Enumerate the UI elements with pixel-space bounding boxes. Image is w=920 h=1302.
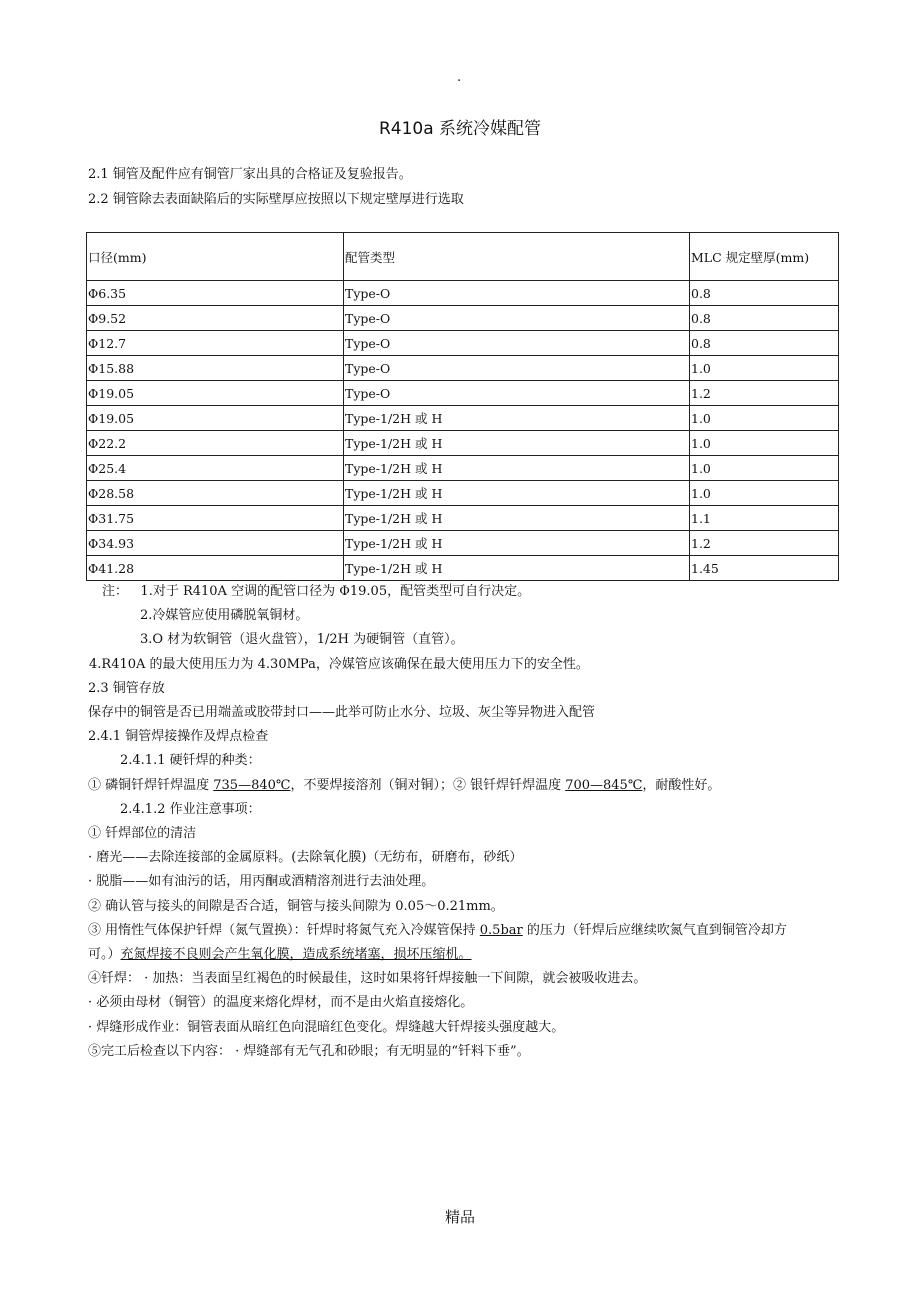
paragraph: · 必须由母材（铜管）的温度来熔化焊材，而不是由火焰直接熔化。 <box>88 995 474 1011</box>
table-cell: 0.8 <box>690 331 839 356</box>
table-cell: Φ19.05 <box>87 381 344 406</box>
table-cell: 1.0 <box>690 431 839 456</box>
note: 3.O 材为软铜管（退火盘管），1/2H 为硬铜管（直管）。 <box>140 632 464 648</box>
table-cell: Φ6.35 <box>87 281 344 306</box>
table-cell: Φ41.28 <box>87 556 344 581</box>
pressure: 0.5bar <box>479 922 523 938</box>
text: 可。） <box>88 947 121 963</box>
table-cell: Φ34.93 <box>87 531 344 556</box>
note: 4.R410A 的最大使用压力为 4.30MPa，冷媒管应该确保在最大使用压力下的安全性。 <box>89 656 589 672</box>
table-cell: Type-1/2H 或 H <box>344 406 690 431</box>
table-header-row <box>87 233 839 281</box>
table-cell: 1.2 <box>690 531 839 556</box>
paragraph: ① 钎焊部位的清洁 <box>88 826 197 842</box>
table-row <box>87 381 839 406</box>
section-heading: 2.3 铜管存放 <box>88 680 165 696</box>
table-cell: Φ12.7 <box>87 331 344 356</box>
table-cell: Type-1/2H 或 H <box>344 531 690 556</box>
paragraph: · 脱脂——如有油污的话，用丙酮或酒精溶剂进行去油处理。 <box>88 874 435 890</box>
table-cell: Type-O <box>344 306 690 331</box>
table-row <box>87 556 839 581</box>
warning: 充氮焊接不良则会产生氧化膜，造成系统堵塞，损坏压缩机。 <box>120 947 472 963</box>
table-row <box>87 306 839 331</box>
page-title: R410a 系统冷媒配管 <box>378 119 542 139</box>
table-row <box>87 481 839 506</box>
table-cell: 0.8 <box>690 306 839 331</box>
table-cell: Type-1/2H 或 H <box>344 556 690 581</box>
table-row <box>87 406 839 431</box>
table-row <box>87 356 839 381</box>
table-cell: 1.2 <box>690 381 839 406</box>
table-cell: 1.0 <box>690 456 839 481</box>
paragraph <box>88 943 848 967</box>
table-cell: 1.1 <box>690 506 839 531</box>
section-heading: 2.4.1 铜管焊接操作及焊点检查 <box>88 729 269 745</box>
table-cell: Type-O <box>344 331 690 356</box>
table-row <box>87 531 839 556</box>
table-row <box>87 456 839 481</box>
note: 2.冷媒管应使用磷脱氧铜材。 <box>140 608 309 624</box>
table-row <box>87 331 839 356</box>
document-body <box>88 580 848 1064</box>
col-header: 配管类型 <box>344 233 690 281</box>
text: ，不要焊接溶剂（铜对铜）；② 银钎焊钎焊温度 <box>290 777 566 793</box>
paragraph: ② 确认管与接头的间隙是否合适，铜管与接头间隙为 0.05～0.21mm。 <box>88 898 504 914</box>
table-cell: Type-O <box>344 281 690 306</box>
text: ③ 用惰性气体保护钎焊（氮气置换）：钎焊时将氮气充入冷媒管保持 <box>88 922 480 938</box>
table-cell: Φ19.05 <box>87 406 344 431</box>
table-cell: 1.0 <box>690 406 839 431</box>
paragraph: ⑤完工后检查以下内容： · 焊缝部有无气孔和砂眼；有无明显的“钎料下垂”。 <box>88 1043 530 1059</box>
table-cell: Φ15.88 <box>87 356 344 381</box>
table-cell: Φ22.2 <box>87 431 344 456</box>
paragraph: · 磨光——去除连接部的金属原料。(去除氧化膜)（无纺布，研磨布，砂纸） <box>88 850 523 866</box>
text: 的压力（钎焊后应继续吹氮气直到铜管冷却方 <box>522 922 787 938</box>
footer: 精品 <box>444 1208 475 1226</box>
table-row <box>87 506 839 531</box>
note: 1.对于 R410A 空调的配管口径为 Φ19.05，配管类型可自行决定。 <box>140 584 531 599</box>
table-row <box>87 281 839 306</box>
paragraph <box>88 919 848 943</box>
table-cell: Φ25.4 <box>87 456 344 481</box>
subheading: 2.4.1.1 硬钎焊的种类： <box>120 753 261 769</box>
table-cell: Type-1/2H 或 H <box>344 506 690 531</box>
temp-range: 700—845℃ <box>565 777 643 793</box>
table-cell: Type-O <box>344 381 690 406</box>
intro-2-2: 2.2 铜管除去表面缺陷后的实际壁厚应按照以下规定壁厚进行选取 <box>88 192 464 207</box>
table-cell: Type-1/2H 或 H <box>344 431 690 456</box>
text: ，耐酸性好。 <box>642 777 721 793</box>
table-cell: 1.0 <box>690 356 839 381</box>
paragraph: ④钎焊： · 加热：当表面呈红褐色的时候最佳，这时如果将钎焊接触一下间隙，就会被吸收进去。 <box>88 971 647 987</box>
table-cell: Φ9.52 <box>87 306 344 331</box>
text: ① 磷铜钎焊钎焊温度 <box>88 777 214 793</box>
table-cell: 1.0 <box>690 481 839 506</box>
note-label: 注： <box>102 584 129 599</box>
col-header: MLC 规定壁厚(mm) <box>690 233 839 281</box>
paragraph: 保存中的铜管是否已用端盖或胶带封口——此举可防止水分、垃圾、灰尘等异物进入配管 <box>88 705 596 721</box>
intro-2-1: 2.1 铜管及配件应有铜管厂家出具的合格证及复验报告。 <box>88 167 412 182</box>
table-cell: Type-O <box>344 356 690 381</box>
table-cell: Type-1/2H 或 H <box>344 481 690 506</box>
temp-range: 735—840℃ <box>213 777 291 793</box>
paragraph: · 焊缝形成作业：铜管表面从暗红色向混暗红色变化。焊缝越大钎焊接头强度越大。 <box>88 1019 565 1035</box>
header-mark: . <box>457 70 462 85</box>
table-cell: 1.45 <box>690 556 839 581</box>
col-header: 口径(mm) <box>87 233 344 281</box>
table-row <box>87 431 839 456</box>
subheading: 2.4.1.2 作业注意事项： <box>120 801 261 817</box>
paragraph <box>88 774 848 798</box>
wall-thickness-table <box>86 232 839 581</box>
table-cell: Φ31.75 <box>87 506 344 531</box>
table-cell: Type-1/2H 或 H <box>344 456 690 481</box>
table-cell: Φ28.58 <box>87 481 344 506</box>
table-cell: 0.8 <box>690 281 839 306</box>
